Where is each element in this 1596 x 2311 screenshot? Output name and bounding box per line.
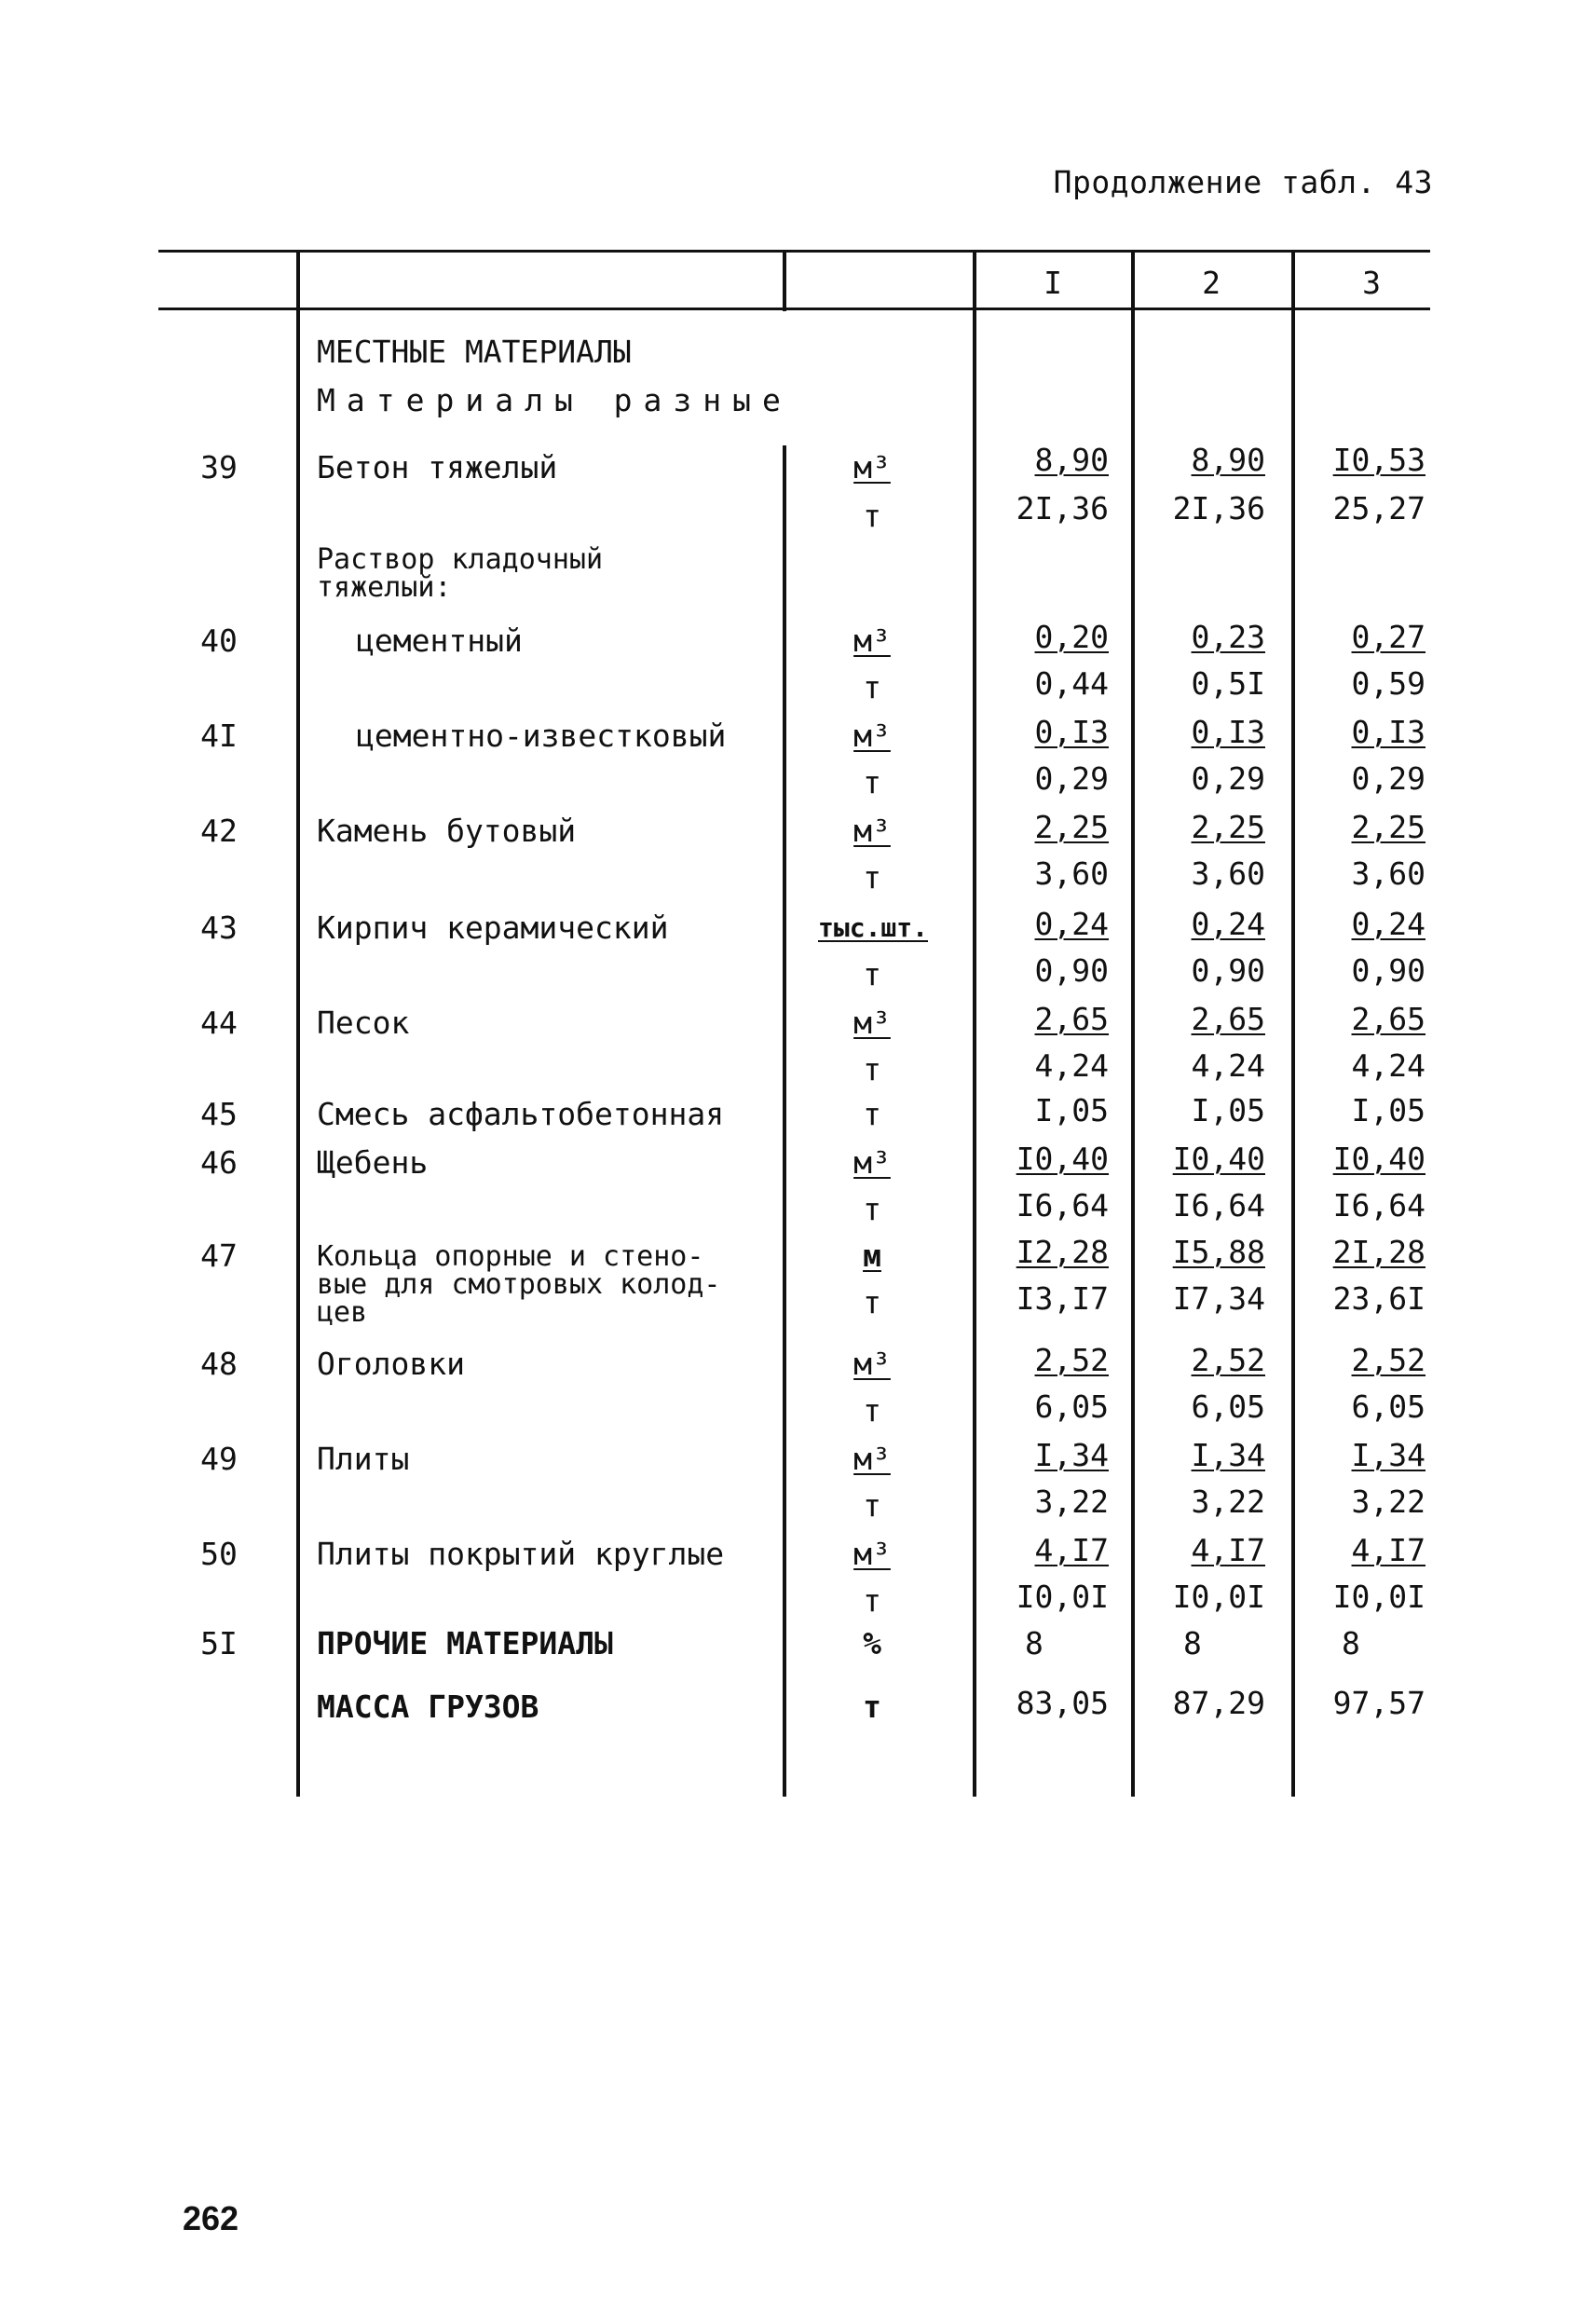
value-col1: I0,40 bbox=[1016, 1141, 1109, 1177]
value-col1: I,05 bbox=[1034, 1092, 1109, 1128]
row-number: 40 bbox=[200, 622, 238, 659]
column-header-2: 2 bbox=[1202, 265, 1221, 301]
value-col3: 0,24 bbox=[1351, 906, 1425, 942]
row-number: 47 bbox=[200, 1238, 238, 1274]
row-unit-2: т bbox=[863, 498, 881, 534]
value-col2: 4,I7 bbox=[1191, 1532, 1265, 1568]
value-col1: 4,I7 bbox=[1034, 1532, 1109, 1568]
value-col1-2: 4,24 bbox=[1034, 1047, 1109, 1084]
subsection-title: Материалы разные bbox=[317, 382, 792, 418]
page-number: 262 bbox=[183, 2199, 239, 2237]
row-unit-2: т bbox=[863, 1191, 881, 1227]
value-col3: I,34 bbox=[1351, 1437, 1425, 1473]
value-col3: I,05 bbox=[1351, 1092, 1425, 1128]
value-col3-2: 4,24 bbox=[1351, 1047, 1425, 1084]
value-col3-2: 0,59 bbox=[1351, 665, 1425, 702]
value-col2: 8 bbox=[1183, 1625, 1202, 1661]
row-name-line-3: цев bbox=[317, 1296, 368, 1329]
row-name: Камень бутовый bbox=[317, 813, 577, 849]
value-col3: 2,25 bbox=[1351, 809, 1425, 845]
value-col3: 2,52 bbox=[1351, 1342, 1425, 1378]
row-unit-2: т bbox=[863, 669, 881, 705]
row-unit: т bbox=[863, 1096, 881, 1132]
value-col3-2: 23,6I bbox=[1332, 1280, 1425, 1317]
value-col1-2: 6,05 bbox=[1034, 1388, 1109, 1425]
row-unit: тыс.шт. bbox=[818, 912, 929, 943]
value-col3-2: 6,05 bbox=[1351, 1388, 1425, 1425]
column-divider-2b bbox=[783, 445, 786, 1797]
value-col1-2: 3,22 bbox=[1034, 1484, 1109, 1520]
column-divider-5 bbox=[1291, 250, 1295, 1797]
row-unit-2: т bbox=[863, 859, 881, 896]
table-header-rule bbox=[158, 308, 1430, 310]
row-name: Щебень bbox=[317, 1144, 429, 1181]
row-unit: м³ bbox=[853, 1005, 891, 1041]
row-name: Бетон тяжелый bbox=[317, 449, 558, 485]
row-name: цементно-известковый bbox=[356, 718, 727, 754]
table-caption: Продолжение табл. 43 bbox=[1053, 164, 1433, 200]
value-col1: 2,25 bbox=[1034, 809, 1109, 845]
row-name: Плиты bbox=[317, 1441, 410, 1477]
row-name: Оголовки bbox=[317, 1346, 465, 1382]
value-col2-2: 3,22 bbox=[1191, 1484, 1265, 1520]
row-unit: % bbox=[863, 1625, 881, 1661]
value-col2: 2,65 bbox=[1191, 1001, 1265, 1037]
row-number: 50 bbox=[200, 1536, 238, 1572]
value-col2-2: I7,34 bbox=[1172, 1280, 1265, 1317]
value-col2: 2,25 bbox=[1191, 809, 1265, 845]
value-col1: 2,52 bbox=[1034, 1342, 1109, 1378]
column-divider-2 bbox=[783, 250, 786, 311]
table-top-rule bbox=[158, 250, 1430, 253]
row-unit-2: т bbox=[863, 1284, 881, 1320]
value-col3-2: 0,29 bbox=[1351, 760, 1425, 797]
row-unit-2: т bbox=[863, 956, 881, 992]
row-unit-2: т bbox=[863, 1582, 881, 1619]
value-col2-2: 3,60 bbox=[1191, 855, 1265, 892]
column-divider-4 bbox=[1131, 250, 1135, 1797]
value-col2-2: 2I,36 bbox=[1172, 490, 1265, 526]
row-unit: м³ bbox=[853, 1144, 891, 1181]
row-name: Кирпич керамический bbox=[317, 909, 669, 946]
row-unit-2: т bbox=[863, 1392, 881, 1429]
row-number: 48 bbox=[200, 1346, 238, 1382]
value-col1: 0,20 bbox=[1034, 619, 1109, 655]
value-col3-2: I0,0I bbox=[1332, 1579, 1425, 1615]
value-col3-2: I6,64 bbox=[1332, 1187, 1425, 1224]
column-header-1: I bbox=[1044, 265, 1062, 301]
row-number: 43 bbox=[200, 909, 238, 946]
row-unit-2: т bbox=[863, 1051, 881, 1087]
row-number: 46 bbox=[200, 1144, 238, 1181]
row-number: 44 bbox=[200, 1005, 238, 1041]
value-col2: I,05 bbox=[1191, 1092, 1265, 1128]
total-col1: 83,05 bbox=[1016, 1685, 1109, 1721]
row-number: 39 bbox=[200, 449, 238, 485]
total-unit: т bbox=[863, 1689, 881, 1725]
row-name: Плиты покрытий круглые bbox=[317, 1536, 725, 1572]
row-number: 45 bbox=[200, 1096, 238, 1132]
row-name: ПРОЧИЕ МАТЕРИАЛЫ bbox=[317, 1625, 613, 1661]
column-header-3: 3 bbox=[1362, 265, 1381, 301]
value-col2-2: 6,05 bbox=[1191, 1388, 1265, 1425]
value-col1: I,34 bbox=[1034, 1437, 1109, 1473]
value-col3: I0,53 bbox=[1332, 442, 1425, 478]
value-col3-2: 3,60 bbox=[1351, 855, 1425, 892]
value-col2: I,34 bbox=[1191, 1437, 1265, 1473]
value-col2-2: 0,29 bbox=[1191, 760, 1265, 797]
value-col2-2: 0,5I bbox=[1191, 665, 1265, 702]
value-col2-2: I0,0I bbox=[1172, 1579, 1265, 1615]
row-name-line-2: вые для смотровых колод- bbox=[317, 1268, 721, 1301]
value-col3: 2I,28 bbox=[1332, 1234, 1425, 1270]
value-col2: 0,I3 bbox=[1191, 714, 1265, 750]
row-unit: м³ bbox=[853, 1441, 891, 1477]
value-col3: I0,40 bbox=[1332, 1141, 1425, 1177]
value-col3: 4,I7 bbox=[1351, 1532, 1425, 1568]
value-col1: I2,28 bbox=[1016, 1234, 1109, 1270]
group-title: Раствор кладочный тяжелый: bbox=[317, 543, 604, 604]
value-col2: 8,90 bbox=[1191, 442, 1265, 478]
row-name-line-1: Кольца опорные и стено- bbox=[317, 1240, 704, 1273]
column-divider-3 bbox=[973, 250, 976, 1797]
row-unit: м³ bbox=[853, 449, 891, 485]
value-col2-2: 4,24 bbox=[1191, 1047, 1265, 1084]
value-col2: 0,24 bbox=[1191, 906, 1265, 942]
value-col3: 0,27 bbox=[1351, 619, 1425, 655]
value-col2: 2,52 bbox=[1191, 1342, 1265, 1378]
row-name: Смесь асфальтобетонная bbox=[317, 1096, 725, 1132]
value-col1: 0,I3 bbox=[1034, 714, 1109, 750]
value-col1-2: I3,I7 bbox=[1016, 1280, 1109, 1317]
section-title: МЕСТНЫЕ МАТЕРИАЛЫ bbox=[317, 334, 632, 370]
value-col2: 0,23 bbox=[1191, 619, 1265, 655]
row-number: 4I bbox=[200, 718, 238, 754]
row-number: 5I bbox=[200, 1625, 238, 1661]
value-col1: 8,90 bbox=[1034, 442, 1109, 478]
value-col1-2: I0,0I bbox=[1016, 1579, 1109, 1615]
row-number: 49 bbox=[200, 1441, 238, 1477]
row-unit-2: т bbox=[863, 1487, 881, 1524]
value-col1: 8 bbox=[1025, 1625, 1044, 1661]
value-col1: 0,24 bbox=[1034, 906, 1109, 942]
row-unit: м³ bbox=[853, 1536, 891, 1572]
value-col2-2: 0,90 bbox=[1191, 952, 1265, 989]
value-col3: 0,I3 bbox=[1351, 714, 1425, 750]
row-unit: м bbox=[863, 1238, 881, 1274]
total-col2: 87,29 bbox=[1172, 1685, 1265, 1721]
value-col2: I0,40 bbox=[1172, 1141, 1265, 1177]
value-col3-2: 0,90 bbox=[1351, 952, 1425, 989]
row-name: цементный bbox=[356, 622, 523, 659]
value-col1-2: 3,60 bbox=[1034, 855, 1109, 892]
row-unit: м³ bbox=[853, 1346, 891, 1382]
value-col1-2: 0,29 bbox=[1034, 760, 1109, 797]
row-unit: м³ bbox=[853, 718, 891, 754]
row-name: Песок bbox=[317, 1005, 410, 1041]
row-unit: м³ bbox=[853, 622, 891, 659]
value-col1-2: 2I,36 bbox=[1016, 490, 1109, 526]
value-col3: 8 bbox=[1342, 1625, 1360, 1661]
value-col3-2: 25,27 bbox=[1332, 490, 1425, 526]
value-col3-2: 3,22 bbox=[1351, 1484, 1425, 1520]
column-divider-1 bbox=[296, 250, 300, 1797]
value-col1-2: 0,44 bbox=[1034, 665, 1109, 702]
value-col2-2: I6,64 bbox=[1172, 1187, 1265, 1224]
total-name: МАССА ГРУЗОВ bbox=[317, 1689, 539, 1725]
value-col1-2: 0,90 bbox=[1034, 952, 1109, 989]
value-col3: 2,65 bbox=[1351, 1001, 1425, 1037]
value-col1-2: I6,64 bbox=[1016, 1187, 1109, 1224]
row-number: 42 bbox=[200, 813, 238, 849]
value-col2: I5,88 bbox=[1172, 1234, 1265, 1270]
row-unit-2: т bbox=[863, 764, 881, 800]
value-col1: 2,65 bbox=[1034, 1001, 1109, 1037]
row-unit: м³ bbox=[853, 813, 891, 849]
total-col3: 97,57 bbox=[1332, 1685, 1425, 1721]
